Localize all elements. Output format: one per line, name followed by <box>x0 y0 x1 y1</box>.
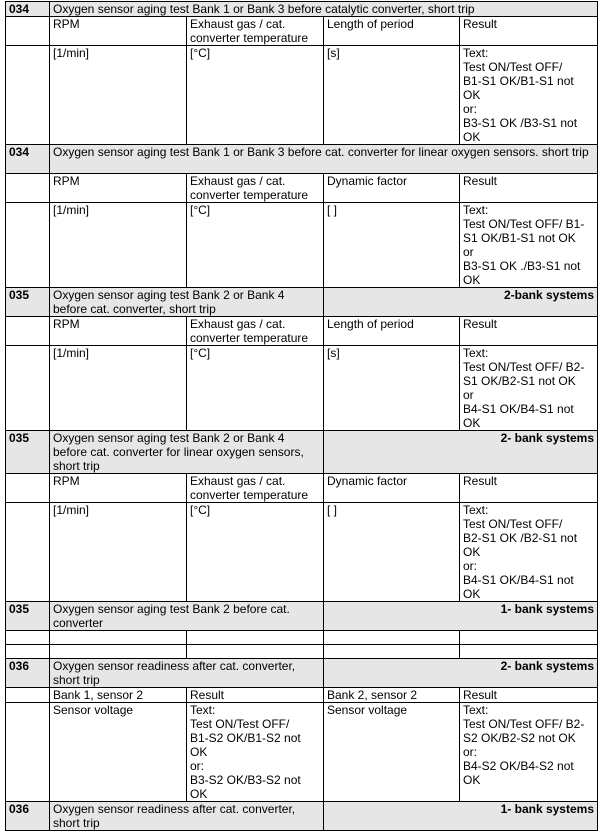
column-header: Dynamic factor <box>324 174 460 203</box>
block-header-row <box>6 2 598 17</box>
column-header: Result <box>187 688 324 703</box>
column-header: Result <box>460 174 598 203</box>
column-header: RPM <box>50 17 187 46</box>
unit-cell: [°C] <box>187 503 324 602</box>
block-number: 036 <box>6 659 50 688</box>
column-header: Exhaust gas / cat. converter temperature <box>187 474 324 503</box>
value-cell: Sensor voltage <box>50 703 187 802</box>
column-header: Bank 1, sensor 2 <box>50 688 187 703</box>
value-row <box>6 346 598 431</box>
unit-cell: [1/min] <box>50 203 187 288</box>
unit-cell: [°C] <box>187 346 324 431</box>
unit-cell: [ ] <box>324 203 460 288</box>
block-title: Oxygen sensor readiness after cat. converter, short trip <box>50 802 324 831</box>
empty-cell <box>6 317 50 346</box>
empty-cell <box>50 631 187 645</box>
result-text: Text: Test ON/Test OFF/ B2- S1 OK/B2-S1 not OK or B4-S1 OK/B4-S1 not OK <box>460 346 598 431</box>
empty-cell <box>50 645 187 659</box>
unit-cell: [s] <box>324 346 460 431</box>
empty-cell <box>6 46 50 145</box>
column-header-row <box>6 17 598 46</box>
system-label: 2- bank systems <box>324 431 598 474</box>
empty-cell <box>324 631 460 645</box>
empty-cell <box>6 688 50 703</box>
result-text: Text: Test ON/Test OFF/ B2- S2 OK/B2-S2 not OK or: B4-S2 OK/B4-S2 not OK <box>460 703 598 802</box>
unit-cell: [1/min] <box>50 46 187 145</box>
column-header: Result <box>460 17 598 46</box>
column-header-row <box>6 174 598 203</box>
empty-cell <box>6 346 50 431</box>
empty-cell <box>6 703 50 802</box>
block-header-row <box>6 288 598 317</box>
column-header: Result <box>460 474 598 503</box>
unit-cell: [°C] <box>187 203 324 288</box>
block-title: Oxygen sensor readiness after cat. converter, short trip <box>50 659 324 688</box>
empty-cell <box>6 631 50 645</box>
column-header: RPM <box>50 174 187 203</box>
empty-cell <box>6 174 50 203</box>
column-header-row <box>6 317 598 346</box>
block-title: Oxygen sensor aging test Bank 2 before cat. converter <box>50 602 324 631</box>
unit-cell: [s] <box>324 46 460 145</box>
column-header: Length of period <box>324 17 460 46</box>
system-label: 2-bank systems <box>324 288 598 317</box>
block-header-row <box>6 659 598 688</box>
block-header-row <box>6 431 598 474</box>
column-header: Length of period <box>324 317 460 346</box>
empty-cell <box>187 645 324 659</box>
block-title: Oxygen sensor aging test Bank 1 or Bank 3 before cat. converter for linear oxygen sensors. short trip <box>50 145 598 174</box>
empty-row <box>6 645 598 659</box>
value-row <box>6 46 598 145</box>
block-header-row <box>6 802 598 831</box>
empty-cell <box>6 17 50 46</box>
result-text: Text: Test ON/Test OFF/ B1-S1 OK/B1-S1 not OK or: B3-S1 OK /B3-S1 not OK <box>460 46 598 145</box>
block-header-row <box>6 602 598 631</box>
unit-cell: [ ] <box>324 503 460 602</box>
block-header-row <box>6 145 598 174</box>
value-cell: Sensor voltage <box>324 703 460 802</box>
measuring-value-block-table <box>5 1 598 831</box>
empty-cell <box>187 631 324 645</box>
unit-cell: [1/min] <box>50 346 187 431</box>
value-row <box>6 203 598 288</box>
empty-cell <box>6 474 50 503</box>
column-header: Exhaust gas / cat. converter temperature <box>187 17 324 46</box>
block-number: 035 <box>6 288 50 317</box>
empty-cell <box>6 503 50 602</box>
result-text: Text: Test ON/Test OFF/ B1-S2 OK/B1-S2 not OK or: B3-S2 OK/B3-S2 not OK <box>187 703 324 802</box>
empty-cell <box>460 645 598 659</box>
system-label: 2- bank systems <box>324 659 598 688</box>
value-row <box>6 703 598 802</box>
block-number: 035 <box>6 431 50 474</box>
column-header-row <box>6 688 598 703</box>
system-label: 1- bank systems <box>324 602 598 631</box>
column-header: Result <box>460 688 598 703</box>
block-title: Oxygen sensor aging test Bank 2 or Bank 4 before cat. converter, short trip <box>50 288 324 317</box>
column-header: Exhaust gas / cat. converter temperature <box>187 317 324 346</box>
result-text: Text: Test ON/Test OFF/ B2-S1 OK /B2-S1 not OK or: B4-S1 OK/B4-S1 not OK <box>460 503 598 602</box>
column-header: Exhaust gas / cat. converter temperature <box>187 174 324 203</box>
empty-cell <box>324 645 460 659</box>
result-text: Text: Test ON/Test OFF/ B1- S1 OK/B1-S1 not OK or B3-S1 OK ./B3-S1 not OK <box>460 203 598 288</box>
block-title: Oxygen sensor aging test Bank 2 or Bank 4 before cat. converter for linear oxygen sensors, short trip <box>50 431 324 474</box>
block-number: 036 <box>6 802 50 831</box>
column-header: Result <box>460 317 598 346</box>
block-number: 035 <box>6 602 50 631</box>
block-number: 034 <box>6 145 50 174</box>
empty-row <box>6 631 598 645</box>
column-header: RPM <box>50 317 187 346</box>
empty-cell <box>460 631 598 645</box>
block-title: Oxygen sensor aging test Bank 1 or Bank 3 before catalytic converter, short trip <box>50 2 598 17</box>
empty-cell <box>6 645 50 659</box>
unit-cell: [1/min] <box>50 503 187 602</box>
unit-cell: [°C] <box>187 46 324 145</box>
column-header: Dynamic factor <box>324 474 460 503</box>
column-header-row <box>6 474 598 503</box>
system-label: 1- bank systems <box>324 802 598 831</box>
empty-cell <box>6 203 50 288</box>
block-number: 034 <box>6 2 50 17</box>
column-header: RPM <box>50 474 187 503</box>
column-header: Bank 2, sensor 2 <box>324 688 460 703</box>
value-row <box>6 503 598 602</box>
